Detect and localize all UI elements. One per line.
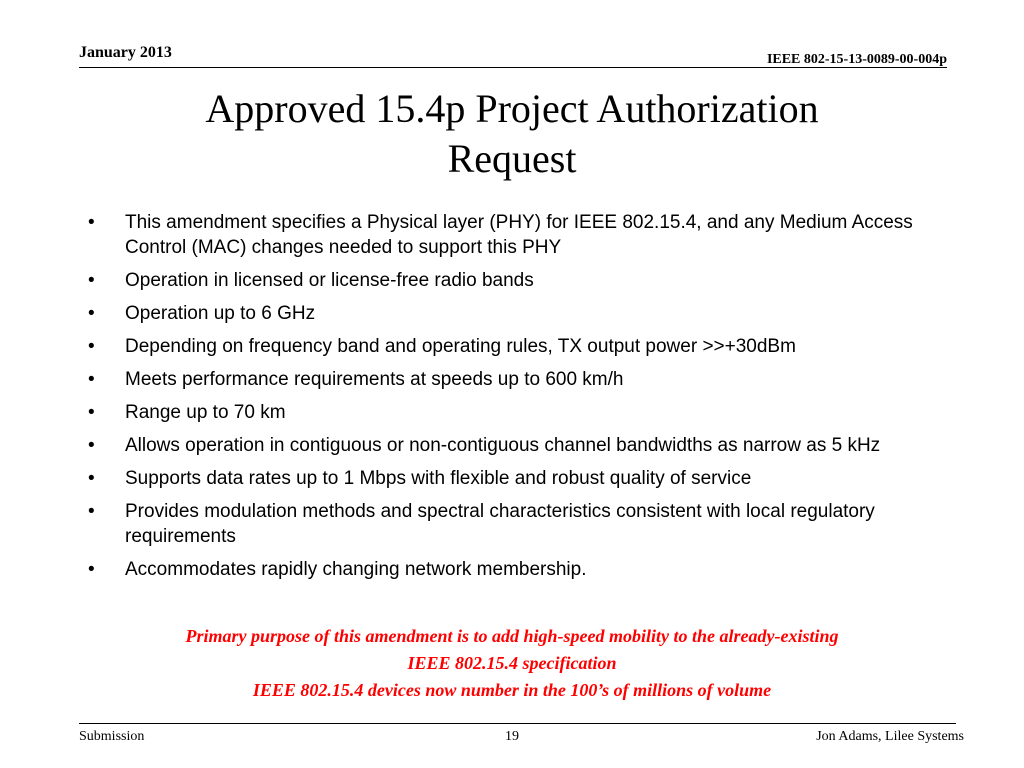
slide-title-line-1: Approved 15.4p Project Authorization xyxy=(205,86,819,131)
bullet-mark: • xyxy=(88,303,95,324)
bullet-text: Operation in licensed or license-free radio bands xyxy=(125,270,534,291)
footer-divider xyxy=(79,723,956,724)
bullet-mark: • xyxy=(88,369,95,390)
bullet-mark: • xyxy=(88,212,95,233)
bullet-item xyxy=(88,301,948,326)
bullet-item xyxy=(88,367,948,392)
bullet-text: Supports data rates up to 1 Mbps with flexible and robust quality of service xyxy=(125,468,752,489)
bullet-item xyxy=(88,433,948,458)
highlight-note-line-1: Primary purpose of this amendment is to add high-speed mobility to the already-existing xyxy=(185,626,839,646)
footer-author: Jon Adams, Lilee Systems xyxy=(816,729,964,744)
highlight-note xyxy=(60,623,964,704)
bullet-mark: • xyxy=(88,336,95,357)
footer-page-number: 19 xyxy=(505,729,519,744)
bullet-mark: • xyxy=(88,270,95,291)
bullet-text: Provides modulation methods and spectral characteristics consistent with local regulatory requirements xyxy=(125,501,875,547)
bullet-list xyxy=(88,210,948,590)
bullet-text: Range up to 70 km xyxy=(125,402,286,423)
header-doc-number: IEEE 802-15-13-0089-00-004p xyxy=(766,52,947,67)
bullet-item xyxy=(88,466,948,491)
bullet-text: This amendment specifies a Physical layer (PHY) for IEEE 802.15.4, and any Medium Access Control (MAC) changes needed to support this PHY xyxy=(125,212,913,258)
slide-title-line-2: Request xyxy=(447,136,577,181)
bullet-item xyxy=(88,499,948,549)
bullet-mark: • xyxy=(88,468,95,489)
highlight-note-line-3: IEEE 802.15.4 devices now number in the 100’s of millions of volume xyxy=(252,680,772,700)
highlight-note-line-2: IEEE 802.15.4 specification xyxy=(407,653,617,673)
bullet-text: Operation up to 6 GHz xyxy=(125,303,316,324)
bullet-item xyxy=(88,334,948,359)
bullet-mark: • xyxy=(88,501,95,522)
bullet-item xyxy=(88,268,948,293)
bullet-text: Depending on frequency band and operating rules, TX output power >>+30dBm xyxy=(125,336,796,357)
bullet-item xyxy=(88,400,948,425)
bullet-item xyxy=(88,210,948,260)
bullet-item xyxy=(88,557,948,582)
slide-title xyxy=(60,84,964,184)
header-date: January 2013 xyxy=(79,44,172,61)
footer-submission: Submission xyxy=(79,729,145,744)
bullet-text: Meets performance requirements at speeds up to 600 km/h xyxy=(125,369,624,390)
header-divider xyxy=(79,67,947,68)
bullet-mark: • xyxy=(88,402,95,423)
bullet-mark: • xyxy=(88,435,95,456)
bullet-text: Allows operation in contiguous or non-contiguous channel bandwidths as narrow as 5 kHz xyxy=(125,435,881,456)
bullet-mark: • xyxy=(88,559,95,580)
bullet-text: Accommodates rapidly changing network membership. xyxy=(125,559,587,580)
